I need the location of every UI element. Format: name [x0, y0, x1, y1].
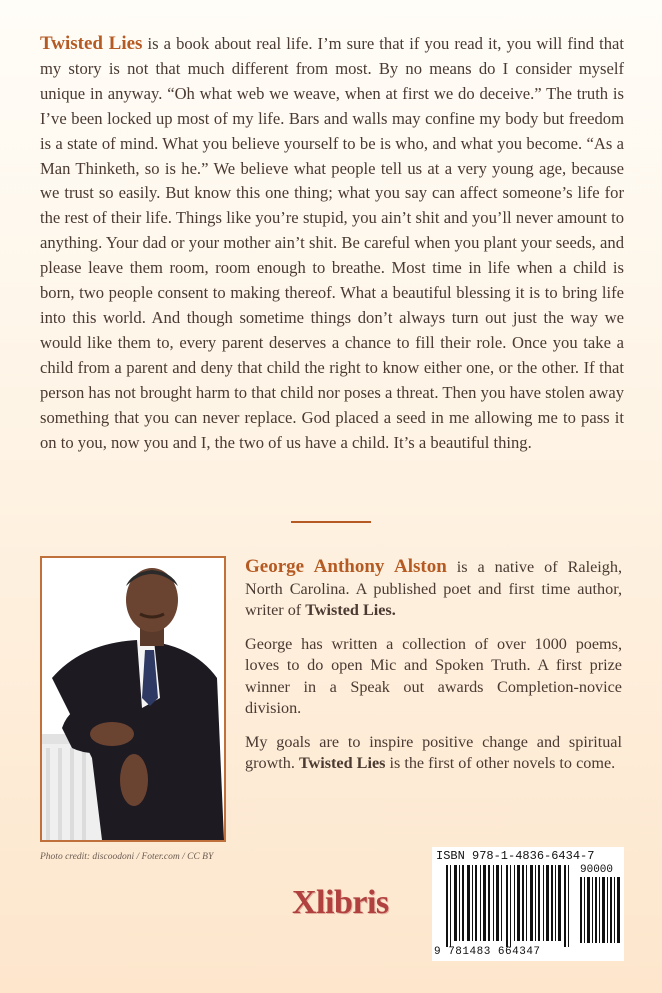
- price-code: 90000: [580, 864, 614, 876]
- bio-paragraph-3: [245, 732, 622, 775]
- bio-paragraph-2: George has written a collection of over 1000 poems, loves to do open Mic and Spoken Truth. A first prize winner in a Speak out awards Completion-novice division.: [245, 634, 622, 717]
- bio-goals-book-title: Twisted Lies: [298, 754, 386, 772]
- bio-paragraph-1: [245, 556, 622, 622]
- author-name: George Anthony Alston: [245, 556, 447, 577]
- blurb-book-title: Twisted Lies: [40, 33, 143, 54]
- bio-goals-start: My goals are to inspire positive change and spiritual growth.: [245, 732, 622, 772]
- section-divider: [291, 521, 371, 523]
- author-bio: [245, 556, 622, 787]
- back-cover-blurb: [40, 32, 624, 455]
- isbn-label: ISBN 978-1-4836-6434-7: [436, 849, 595, 863]
- ean-bars: [446, 865, 576, 947]
- bio-book-title: Twisted Lies.: [305, 601, 396, 619]
- photo-credit: Photo credit: discoodoni / Foter.com / CC BY: [40, 852, 214, 862]
- bio-goals-end: is the first of other novels to come.: [385, 754, 616, 772]
- barcode-digits: 9 781483 664347: [434, 946, 541, 958]
- author-photo: [40, 556, 226, 842]
- addon-bars: [580, 877, 622, 943]
- publisher-logo: Xlibris: [292, 884, 389, 921]
- author-portrait-image: [42, 558, 224, 840]
- blurb-text: is a book about real life. I’m sure that if you read it, you will find that my story is not that much different from most. By no means do I consider myself unique in anyway. “Oh what web we weave, when at first we do deceive.” The truth is I’ve been locked up most of my life. Bars and walls may confine my body but freedom is a state of mind. What you believe yourself to be is who, and what you become. “As a Man Thinketh, so is he.” We believe what people tell us at a very young age, because we trust so easily. But know this one thing; what you say can affect someone’s life for the rest of their life. Things like you’re stupid, you ain’t shit and you’ll never amount to anything. Your dad or your mother ain’t shit. Be careful when you plant your seeds, and please leave them room, room enough to breathe. Most time in life when a child is born, two people consent to making thereof. What a beautiful blessing it is to bring life into this world. And though sometime things don’t always turn out just the way we would like them to, every parent deserves a chance to fill their role. Once you take a child from a parent and deny that child the right to know either one, or the other. If that person has not brought harm to that child nor poses a threat. Then you have stolen away something that you can never replace. God placed a seed in me allowing me to pass it on to you, now you and I, the two of us have a child. It’s a beautiful thing.: [40, 34, 624, 452]
- bio-intro: is a native of Raleigh, North Carolina. A published poet and first time author, writer of: [245, 558, 622, 619]
- isbn-barcode: [432, 847, 624, 961]
